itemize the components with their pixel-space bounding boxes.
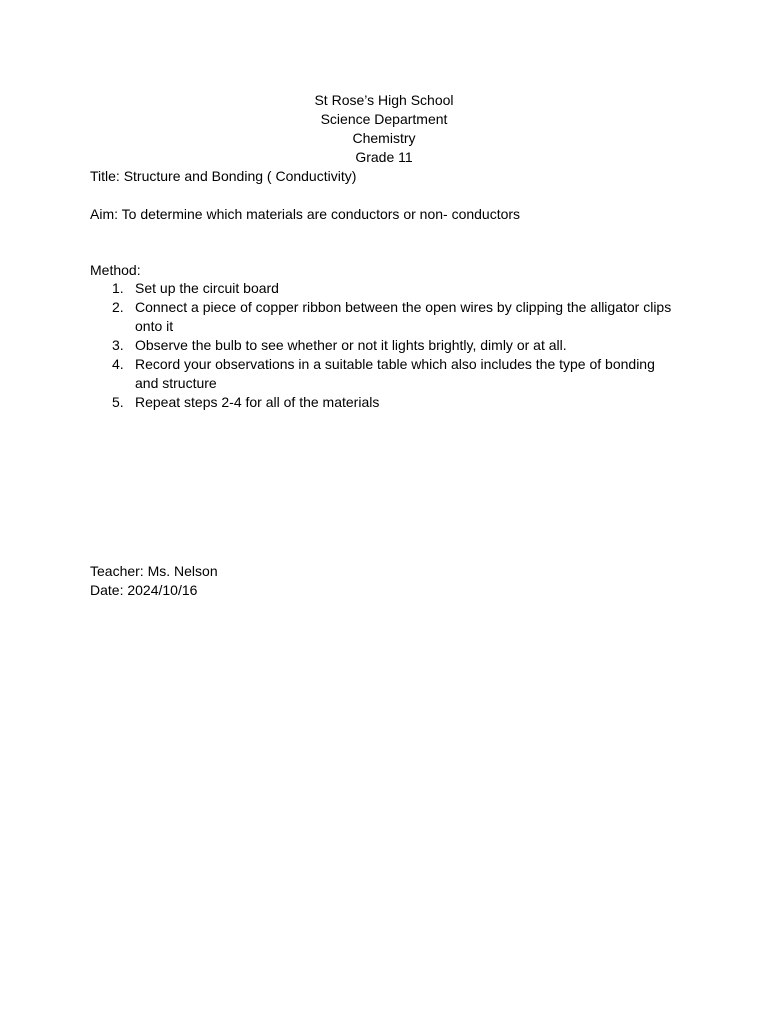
method-step	[90, 298, 680, 336]
method-heading: Method:	[90, 262, 141, 278]
teacher-name: Teacher: Ms. Nelson	[90, 563, 218, 579]
step-number: 1.	[112, 280, 124, 296]
school-name: St Rose’s High School	[314, 92, 454, 108]
document-title: Title: Structure and Bonding ( Conductivity)	[90, 168, 357, 184]
method-heading-block	[90, 261, 690, 280]
subject-name: Chemistry	[352, 130, 416, 146]
method-steps-list	[90, 279, 690, 412]
department-name: Science Department	[320, 111, 448, 127]
document-header	[90, 91, 678, 167]
step-number: 3.	[112, 337, 124, 353]
method-step	[90, 355, 680, 393]
footer-block	[90, 562, 690, 600]
title-block	[90, 167, 690, 186]
step-text: Record your observations in a suitable table which also includes the type of bonding and structure	[135, 356, 655, 391]
method-step	[90, 336, 680, 355]
grade-level: Grade 11	[355, 149, 413, 165]
step-number: 4.	[112, 356, 124, 372]
method-step	[90, 279, 680, 298]
step-text: Observe the bulb to see whether or not it lights brightly, dimly or at all.	[135, 337, 567, 353]
step-number: 5.	[112, 394, 124, 410]
step-number: 2.	[112, 299, 124, 315]
aim-block	[90, 205, 690, 224]
document-date: Date: 2024/10/16	[90, 582, 198, 598]
aim-text: Aim: To determine which materials are conductors or non- conductors	[90, 206, 521, 222]
step-text: Repeat steps 2-4 for all of the materials	[135, 394, 380, 410]
step-text: Connect a piece of copper ribbon between the open wires by clipping the alligator clips onto it	[135, 299, 672, 334]
method-step	[90, 393, 680, 412]
step-text: Set up the circuit board	[135, 280, 279, 296]
